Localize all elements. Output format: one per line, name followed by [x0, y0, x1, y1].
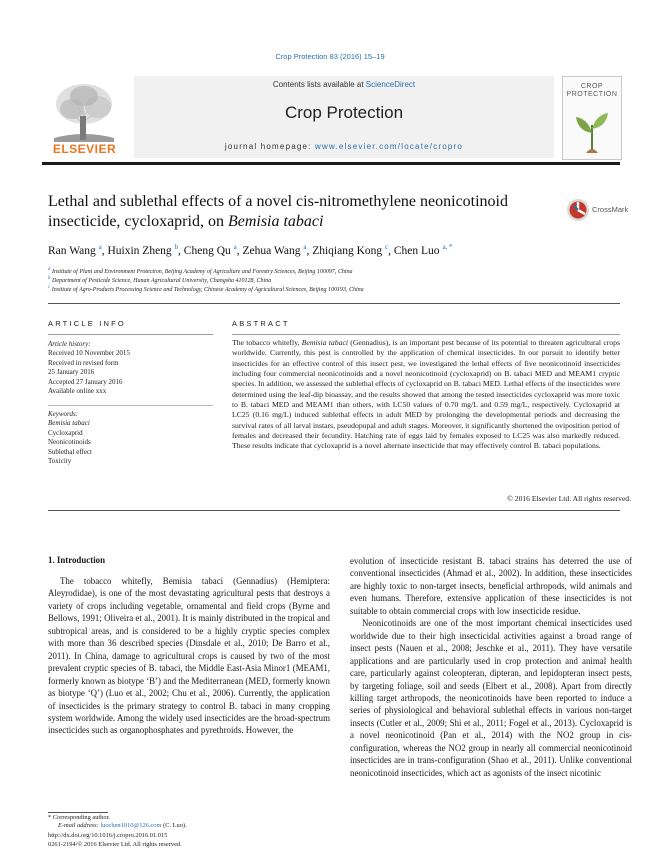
- history-label: Article history:: [48, 340, 91, 348]
- keyword: Bemisia tabaci: [48, 419, 90, 428]
- keywords: [48, 410, 213, 466]
- email-link[interactable]: luochen1010@126.com: [100, 822, 162, 829]
- author[interactable]: Chen Luo $^{a, *}$: [393, 243, 453, 257]
- author[interactable]: Cheng Qu $^a$: [183, 243, 237, 257]
- elsevier-logo: [42, 76, 127, 158]
- copyright-notice: © 2016 Elsevier Ltd. All rights reserved.: [507, 494, 631, 503]
- header-divider: [48, 303, 620, 304]
- title-species: Bemisia tabaci: [227, 213, 324, 230]
- journal-homepage: [134, 142, 554, 151]
- abstract-heading: ABSTRACT: [232, 319, 290, 328]
- footnote-rule: [48, 812, 108, 813]
- cover-plant-icon: [572, 103, 612, 155]
- body-paragraph: evolution of insecticide resistant B. tabaci strains has deterred the use of conventional insecticides (Ahmad et al., 2002). In addition, these insecticides are highly toxic to non-target insects, beneficial arthropods, wild animals and even humans. Therefore, extensive application of these insecticides is not suitable to obtain commercial crops with low insecticide residue.: [350, 556, 632, 616]
- contents-line: [134, 80, 554, 89]
- affiliation-a: $^a$ Institute of Plant and Environment Protection, Beijing Academy of Agriculture and Forestry Sciences, Beijing 100097, China: [48, 267, 353, 275]
- affiliation-b: $^b$ Department of Pesticide Science, Hunan Agricultural University, Changsha 410128, China: [48, 276, 272, 284]
- keywords-label: Keywords:: [48, 410, 79, 418]
- history-line: Received 10 November 2015: [48, 349, 130, 358]
- elsevier-wordmark: ELSEVIER: [52, 142, 117, 156]
- article-history: [48, 340, 213, 396]
- abstract-text: The tobacco whitefly, Bemisia tabaci (Gennadius), is an important pest because of its potential to threaten agricultural crops worldwide. Currently, this pest is controlled by the application of chemical insecticides. In our pursuit to identify better insecticides for an effective control of this insect pest, we investigated the lethal effects of five neonicotinoid insecticides including four commercial neonicotinoids and a novel neonicotinoid (cycloxaprid) on B. tabaci MED and MEAM1 cryptic species. In addition, we assessed the sublethal effects of cycloxaprid on B. tabaci MED. Lethal effects of the insecticides were determined using the leaf-dip bioassay, and the results showed that among the tested insecticides cycloxaprid was more toxic to B. tabaci MED and MEAM1 than others, with LC50 values of 0.70 mg/L and 0.59 mg/L, respectively. Cycloxaprid at LC25 (0.16 mg/L) induced sublethal effects in adult MED by prolonging the developmental periods and decreasing the survival rates of all larval instars, pseudopupal and adult stages. Moreover, it significantly shortened the oviposition period of females and decreased their fecundity. Hatching rate of eggs laid by females exposed to LC25 was also markedly reduced. These results indicate that cycloxaprid is a novel alternate insecticide that may effectively control B. tabaci populations.: [232, 338, 621, 451]
- article-info-heading: ARTICLE INFO: [48, 319, 126, 328]
- keyword: Sublethal effect: [48, 447, 92, 456]
- journal-cover-thumbnail[interactable]: [562, 76, 622, 160]
- article-info-rule: [48, 334, 213, 335]
- history-line: 25 January 2016: [48, 368, 95, 377]
- author[interactable]: Zehua Wang $^a$: [242, 243, 307, 257]
- author[interactable]: Huixin Zheng $^b$: [107, 243, 179, 257]
- abstract-rule: [232, 334, 620, 335]
- footnote-email: E-mail address: luochen1010@126.com (C. Luo).: [58, 822, 187, 829]
- body-paragraph: Neonicotinoids are one of the most important chemical insecticides used worldwide due to their high insecticidal activities against a broad range of insect pests (Nauen et al., 2008; Jeschke et al., 2011). They have versatile applications and are particularly used in crop protection and animal health care, particularly against coleopteran, dipteran, and lepidopteran insect pests, by targeting foliage, soil and seeds (Elbert et al., 2008). Apart from directly killing target arthropods, the neonicotinoids have been reported to induce a series of physiological and behavioral sublethal effects in various non-target insects (Cutler et al., 2009; Shi et al., 2011; Fogel et al., 2013). Cycloxaprid is a novel neonicotinoid (Pan et al., 2014) with the NO2 group in cis-configuration, whereas the NO2 group in nearly all commercial neonicotinoid insecticides are in trans-configuration (Shao et al., 2011). Unlike conventional neonicotinoid insecticides, which act as agonists of the insect nicotinic: [350, 618, 632, 778]
- doi-link[interactable]: http://dx.doi.org/10.1016/j.cropro.2016.01.015: [48, 832, 168, 839]
- keywords-rule: [48, 405, 213, 406]
- author[interactable]: Ran Wang $^a$: [48, 243, 102, 257]
- sciencedirect-link[interactable]: ScienceDirect: [365, 80, 416, 89]
- title-text: Lethal and sublethal effects of a novel cis-nitromethylene neonicotinoid insecticide, cycloxaprid, on: [48, 193, 508, 230]
- affiliation-c: $^c$ Institute of Agro-Products Processing Science and Technology, Chinese Academy of Agricultural Sciences, Beijing 100193, China: [48, 285, 364, 293]
- body-column-right: [350, 555, 632, 779]
- journal-name[interactable]: Crop Protection: [284, 103, 404, 122]
- crossmark-badge[interactable]: [566, 198, 636, 224]
- keyword: Cycloxaprid: [48, 428, 83, 437]
- masthead-rule: [42, 162, 620, 165]
- crossmark-label: CrossMark: [592, 205, 629, 214]
- journal-reference[interactable]: Crop Protection 83 (2016) 15–19: [275, 52, 385, 61]
- homepage-link[interactable]: www.elsevier.com/locate/cropro: [315, 142, 464, 151]
- crossmark-icon: [566, 198, 590, 222]
- keyword: Neonicotinoids: [48, 438, 91, 447]
- abstract-species: Bemisia tabaci: [301, 338, 349, 347]
- author-list: Ran Wang $^a$, Huixin Zheng $^b$, Cheng Qu $^a$, Zehua Wang $^a$, Zhiqiang Kong $^c$, Chen Luo $^{a, *}$: [48, 243, 453, 257]
- homepage-prefix: journal homepage:: [224, 142, 316, 151]
- footnote-corresponding: * Corresponding author.: [48, 814, 110, 821]
- article-title: [48, 192, 518, 232]
- body-column-left: The tobacco whitefly, Bemisia tabaci (Gennadius) (Hemiptera: Aleyrodidae), is one of the most devastating agricultural pests that destroys a variety of crops including vegetable, ornamental and field crops (Byrne and Bellows, 1991; Oliveira et al., 2001). It is mainly distributed in the tropical and subtropical areas, and is considered to be a highly cryptic species complex with more than 36 described species (Dinsdale et al., 2010; De Barro et al., 2011). In China, damage to agricultural crops is caused by two of the most prevalent cryptic species of B. tabaci, the Middle East-Asia Minor1 (MEAM1, formerly known as biotype ‘B’) and the Mediterranean (MED, formerly known as biotype ‘Q’) (Luo et al., 2002; Chu et al., 2006). Currently, the application of insecticides is the primary strategy to control B. tabaci in many cropping system worldwide. Among the widely used insecticides are the broad-spectrum insecticides such as organophosphates and pyrethroids. However, the: [48, 576, 330, 736]
- issn-line: 0261-2194/© 2016 Elsevier Ltd. All rights reserved.: [48, 841, 182, 848]
- history-line: Accepted 27 January 2016: [48, 377, 123, 386]
- keyword: Toxicity: [48, 457, 72, 466]
- history-line: Available online xxx: [48, 387, 107, 396]
- history-line: Received in revised form: [48, 358, 119, 367]
- introduction-heading: 1. Introduction: [48, 555, 106, 565]
- author[interactable]: Zhiqiang Kong $^c$: [312, 243, 389, 257]
- contents-prefix: Contents lists available at: [272, 80, 366, 89]
- abstract-divider: [48, 510, 620, 511]
- cover-title: CROP PROTECTION: [566, 83, 618, 98]
